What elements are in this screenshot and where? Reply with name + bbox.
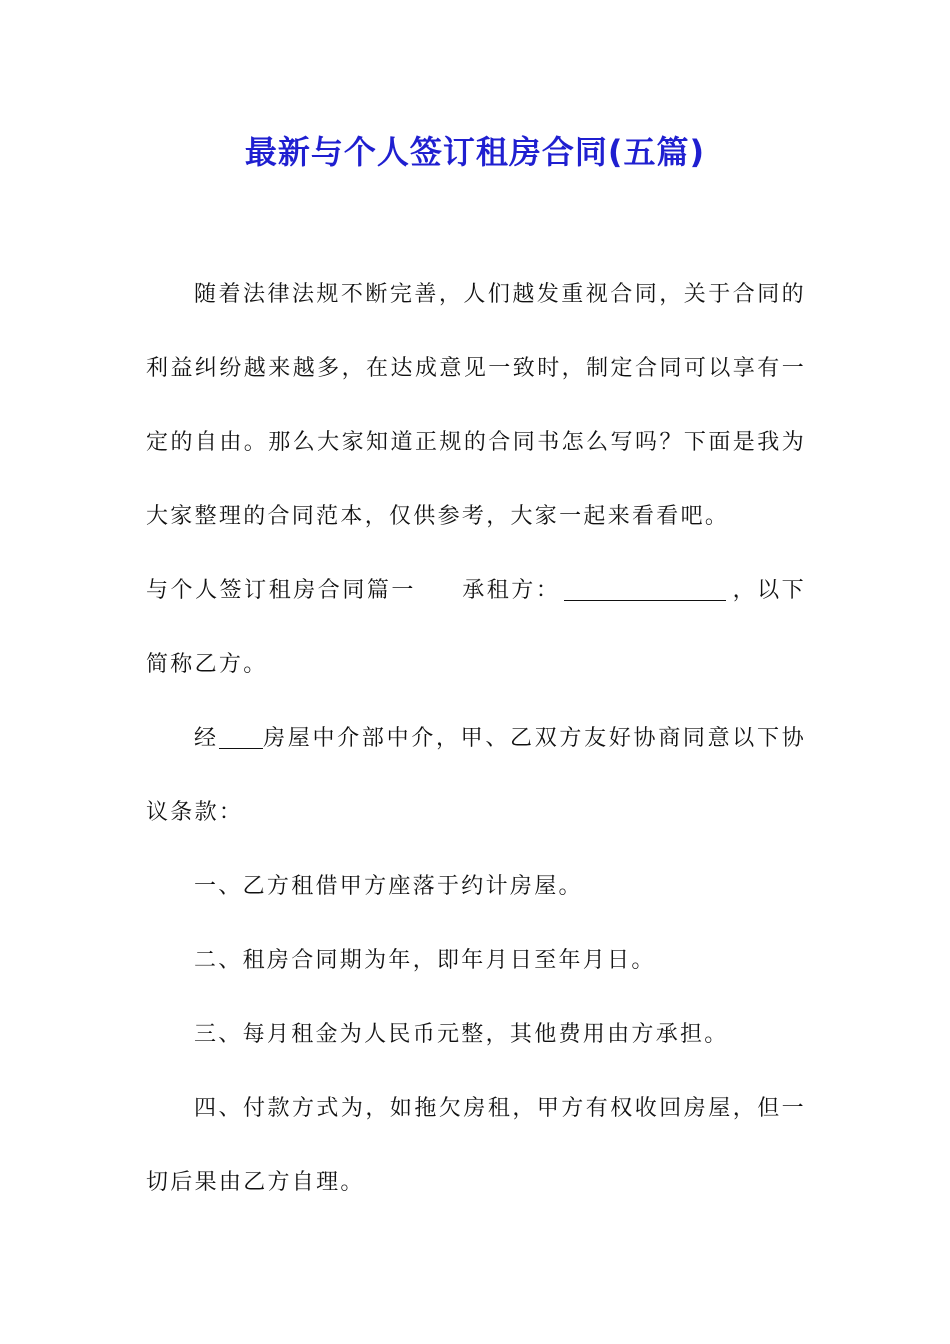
- tenant-label: 承租方：: [461, 578, 561, 603]
- tenant-paragraph: [146, 554, 806, 702]
- document-title: 最新与个人签订租房合同(五篇): [244, 133, 706, 171]
- agency-blank-line: [219, 726, 263, 749]
- clause-paragraph: 二、租房合同期为年，即年月日至年月日。: [194, 948, 656, 973]
- section-heading: 与个人签订租房合同篇一: [146, 578, 416, 603]
- intro-paragraph: 随着法律法规不断完善，人们越发重视合同，关于合同的利益纠纷越来越多，在达成意见一致时，制定合同可以享有一定的自由。那么大家知道正规的合同书怎么写吗？下面是我为大家整理的合同范本，仅供参考，大家一起来看看吧。: [146, 282, 806, 529]
- clause-paragraph: 一、乙方租借甲方座落于约计房屋。: [194, 874, 583, 899]
- agency-prefix: 经: [194, 726, 219, 751]
- agency-paragraph: [146, 702, 806, 850]
- tenant-blank-line: [564, 578, 726, 601]
- clause-paragraph: 四、付款方式为，如拖欠房租，甲方有权收回房屋，但一切后果由乙方自理。: [146, 1096, 806, 1195]
- agency-text: 房屋中介部中介，甲、乙双方友好协商同意以下协议条款：: [146, 726, 806, 825]
- tenant-suffix: ，以下简称乙方。: [146, 578, 806, 677]
- document-body: [146, 258, 806, 1220]
- clause-paragraph: 三、每月租金为人民币元整，其他费用由方承担。: [194, 1022, 729, 1047]
